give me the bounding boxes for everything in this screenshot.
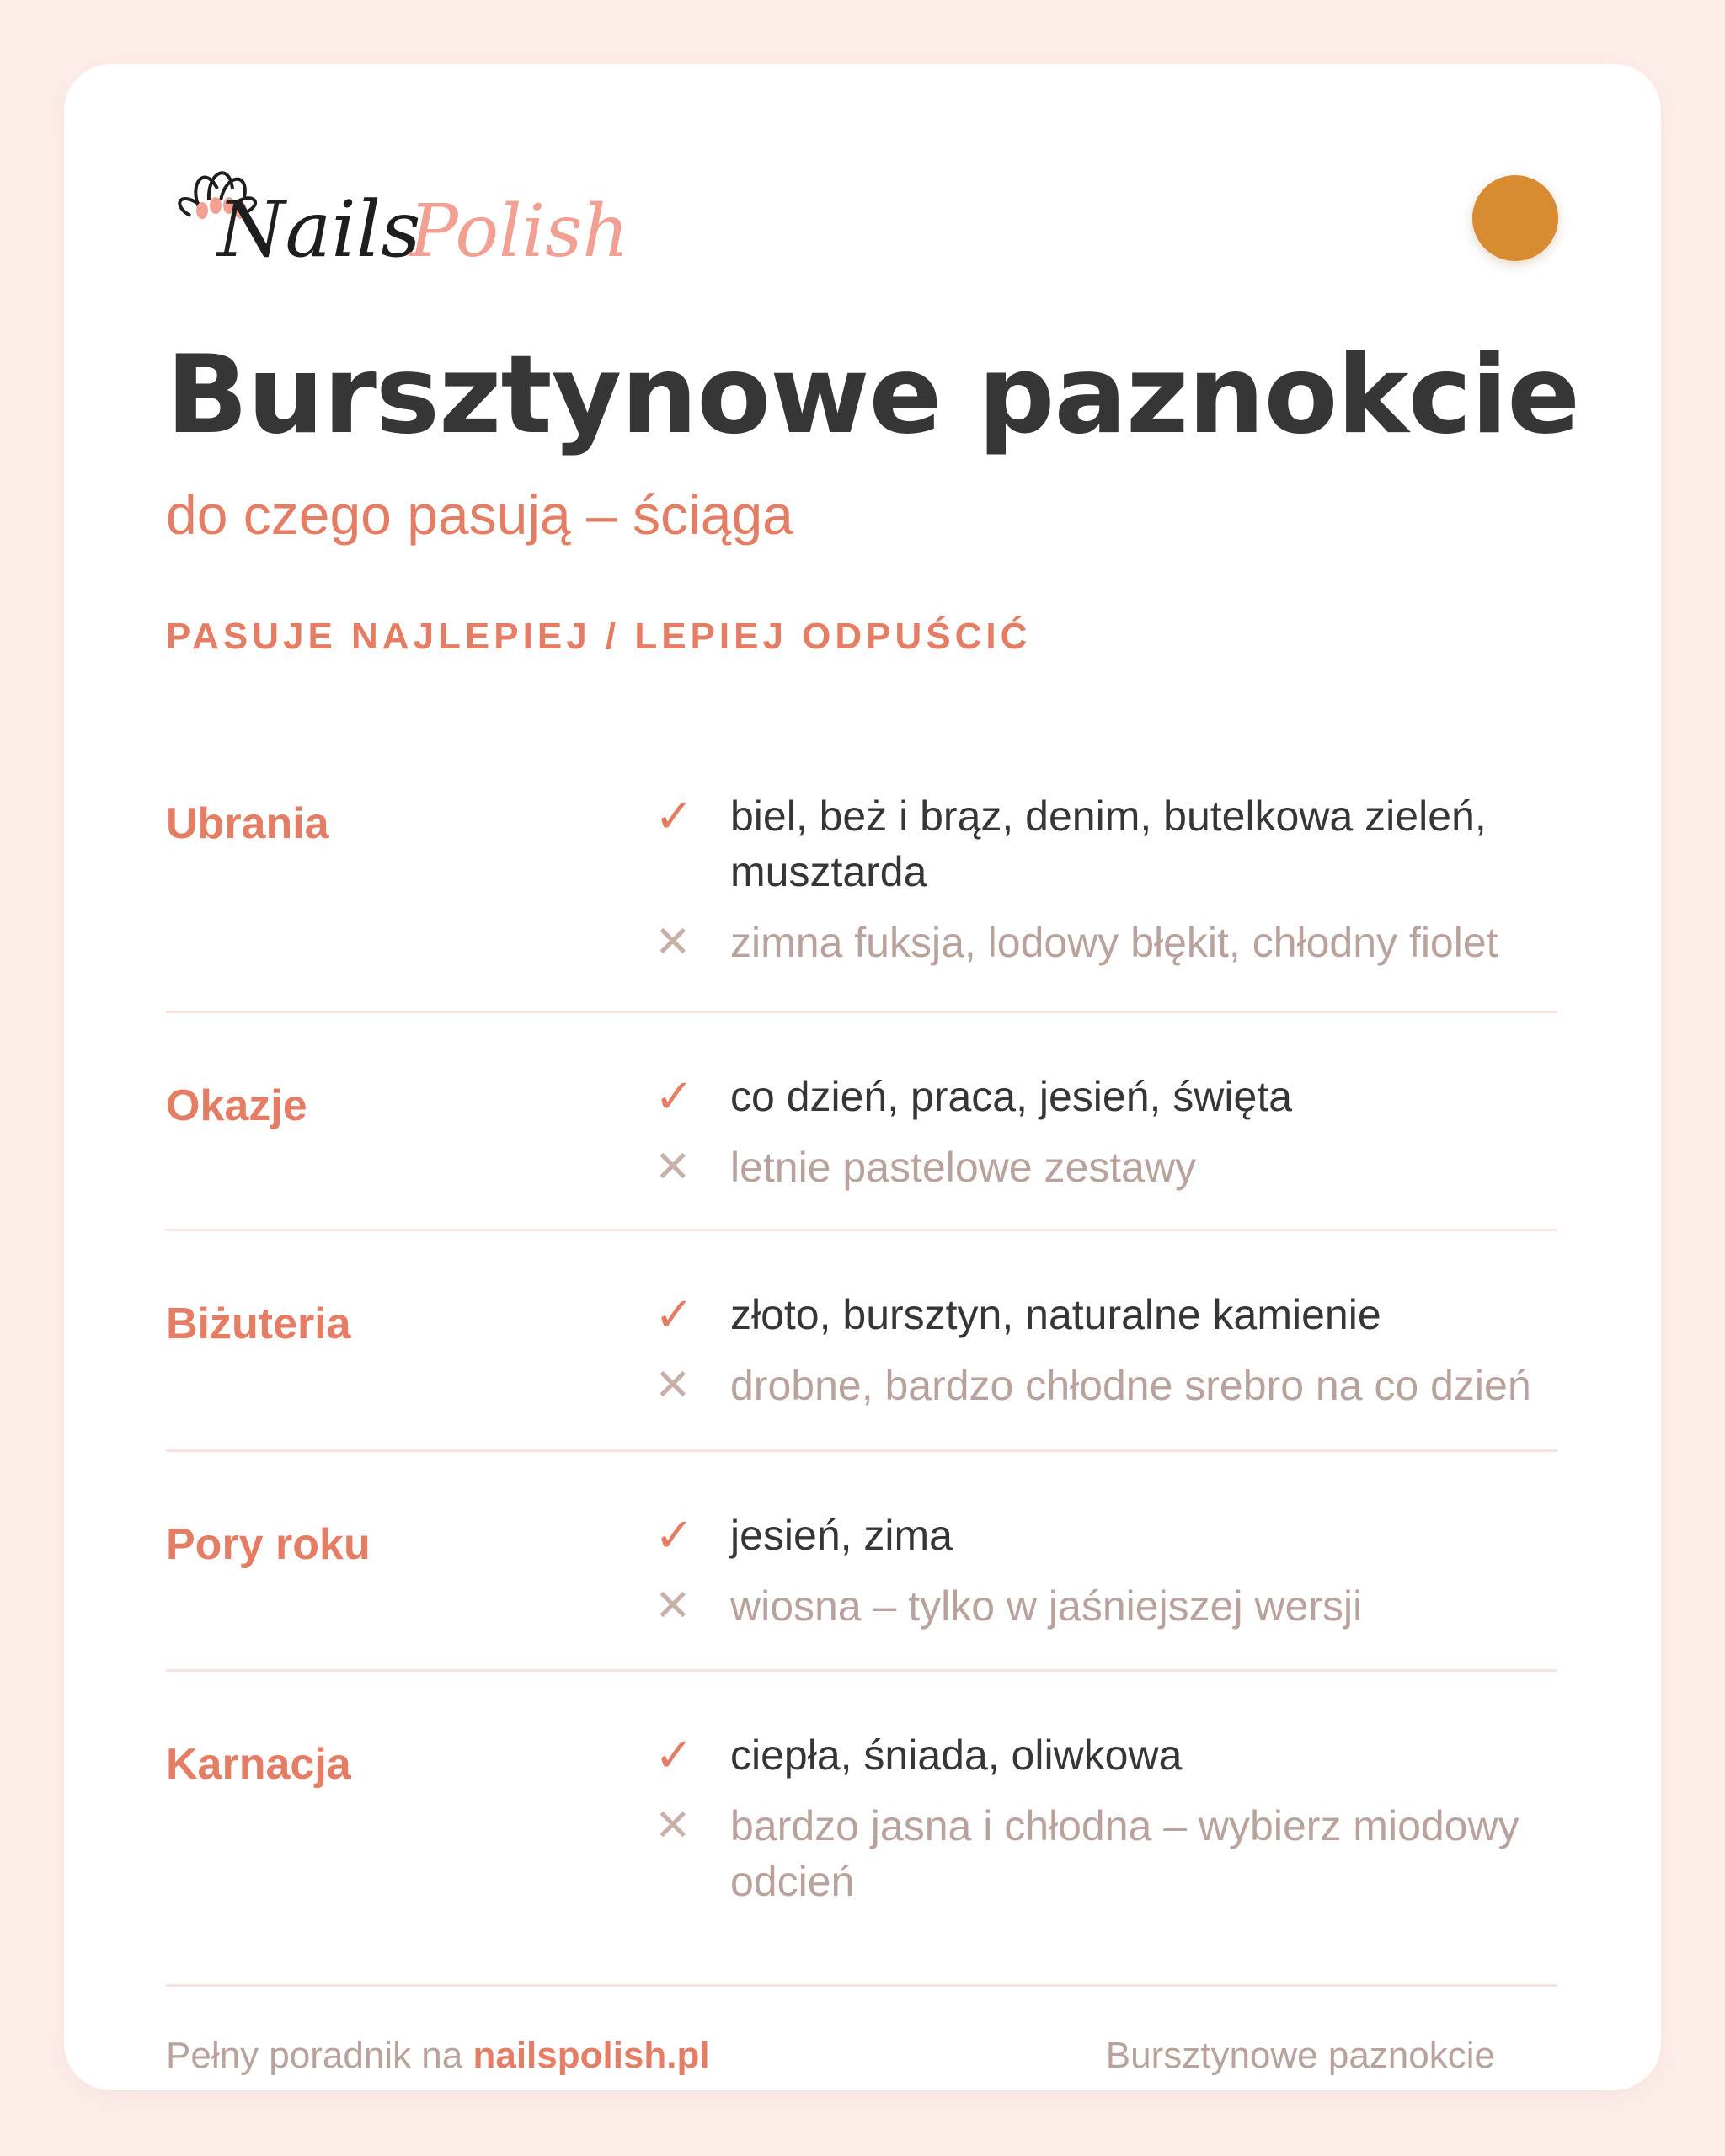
table-row-karnacja <box>166 1672 1557 1924</box>
good-text: co dzień, praca, jesień, święta <box>730 1073 1293 1120</box>
good-text: jesień, zima <box>730 1512 953 1559</box>
bad-text: letnie pastelowe zestawy <box>730 1144 1197 1191</box>
bad-line <box>654 1798 1557 1909</box>
good-text: złoto, bursztyn, naturalne kamienie <box>730 1291 1381 1338</box>
checkmark-icon: ✓ <box>654 1288 694 1341</box>
footer-prefix: Pełny poradnik na <box>166 2035 463 2076</box>
table-row-okazje <box>166 1013 1557 1231</box>
page-title: Bursztynowe paznokcie <box>166 333 1580 458</box>
good-line <box>654 1508 1557 1563</box>
checkmark-icon: ✓ <box>654 789 694 842</box>
good-text: ciepła, śniada, oliwkowa <box>730 1732 1183 1779</box>
row-category: Pory roku <box>166 1520 371 1569</box>
checkmark-icon: ✓ <box>654 1728 694 1781</box>
bad-text: drobne, bardzo chłodne srebro na co dzień <box>730 1362 1531 1409</box>
section-label: PASUJE NAJLEPIEJ / LEPIEJ ODPUŚCIĆ <box>166 616 1032 657</box>
good-line <box>654 788 1557 899</box>
footer-title: Bursztynowe paznokcie <box>1105 2035 1495 2076</box>
cross-icon: ✕ <box>654 1361 692 1410</box>
row-category: Ubrania <box>166 799 329 848</box>
cheat-sheet-card <box>64 64 1661 2090</box>
cross-icon: ✕ <box>654 918 692 967</box>
row-category: Biżuteria <box>166 1299 351 1348</box>
page-subtitle: do czego pasują – ściąga <box>166 483 793 546</box>
bad-line <box>654 1578 1557 1634</box>
footer-divider <box>166 1984 1557 1987</box>
bad-text: wiosna – tylko w jaśniejszej wersji <box>730 1582 1363 1630</box>
bad-line <box>654 1358 1557 1413</box>
cross-icon: ✕ <box>654 1801 692 1850</box>
good-line <box>654 1287 1557 1342</box>
row-category: Okazje <box>166 1081 307 1130</box>
cross-icon: ✕ <box>654 1143 692 1192</box>
table-row-bizuteria <box>166 1231 1557 1452</box>
amber-color-swatch <box>1472 175 1558 261</box>
checkmark-icon: ✓ <box>654 1070 694 1123</box>
row-category: Karnacja <box>166 1740 351 1789</box>
bad-line <box>654 915 1557 970</box>
bad-text: zimna fuksja, lodowy błękit, chłodny fiolet <box>730 919 1498 966</box>
table-row-ubrania <box>166 755 1557 1013</box>
logo-text-nails: Nails <box>217 184 421 266</box>
cross-icon: ✕ <box>654 1582 692 1630</box>
good-line <box>654 1727 1557 1783</box>
good-line <box>654 1069 1557 1124</box>
checkmark-icon: ✓ <box>654 1508 694 1561</box>
bad-text: bardzo jasna i chłodna – wybierz miodowy odcień <box>730 1802 1519 1905</box>
nailspolish-logo <box>165 157 687 266</box>
footer-site-link[interactable]: nailspolish.pl <box>473 2035 710 2076</box>
pairing-table <box>166 755 1557 1924</box>
table-row-pory-roku <box>166 1452 1557 1672</box>
footer-source <box>166 2035 710 2077</box>
logo-text-polish: Polish <box>409 189 629 266</box>
bad-line <box>654 1139 1557 1195</box>
good-text: biel, beż i brąz, denim, butelkowa zieleń, musztarda <box>730 792 1487 895</box>
